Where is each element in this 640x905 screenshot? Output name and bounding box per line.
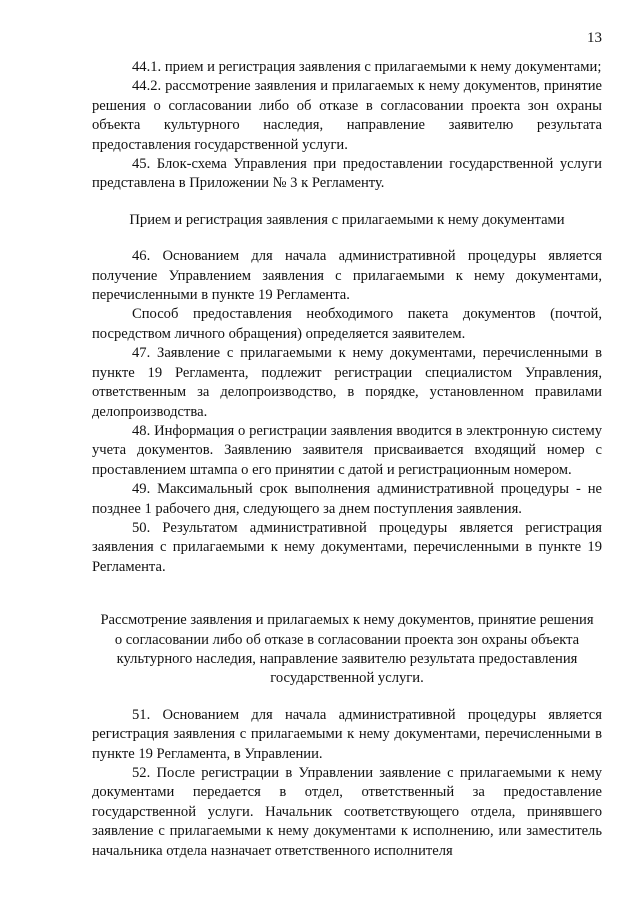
paragraph-50: 50. Результатом административной процедуры является регистрация заявления с прилагаемыми к нему документами, перечисленными в пункте 19 Регламента. [92, 519, 602, 575]
paragraph-49: 49. Максимальный срок выполнения административной процедуры - не позднее 1 рабочего дня, следующего за днем поступления заявления. [92, 481, 602, 517]
paragraph-44-1: 44.1. прием и регистрация заявления с прилагаемыми к нему документами; [132, 59, 602, 75]
paragraph-51: 51. Основанием для начала административной процедуры является регистрация заявления с прилагаемыми к нему документами, перечисленными в пункте 19 Регламента, в Управлении. [92, 706, 602, 762]
paragraph-44-2: 44.2. рассмотрение заявления и прилагаемых к нему документов, принятие решения о согласовании либо об отказе в согласовании проекта зон охраны объекта культурного наследия, направление заявителю результата предоставления государственной услуги. [92, 78, 602, 153]
paragraph-submission-method: Способ предоставления необходимого пакета документов (почтой, посредством личного обращения) определяется заявителем. [92, 306, 602, 342]
paragraph-45: 45. Блок-схема Управления при предоставлении государственной услуги представлена в Приложении № 3 к Регламенту. [92, 156, 602, 192]
paragraph-48: 48. Информация о регистрации заявления вводится в электронную систему учета документов. Заявлению заявителя присваивается входящий номер с проставлением штампа о его принятии с датой и регистрационным номером. [92, 422, 602, 478]
section-heading-reception: Прием и регистрация заявления с прилагаемыми к нему документами [129, 211, 565, 228]
paragraph-52: 52. После регистрации в Управлении заявление с прилагаемыми к нему документами передается в отдел, ответственный за предоставление государственной услуги. Начальник соответствующего отдела, принявшего заявление с прилагаемыми к нему документами к исполнению, или заместитель начальника отдела назначает ответственного исполнителя [92, 765, 602, 859]
document-body [92, 58, 602, 861]
paragraph-46: 46. Основанием для начала административной процедуры является получение Управлением заявления с прилагаемыми к нему документами, перечисленными в пункте 19 Регламента. [92, 248, 602, 304]
page-number: 13 [587, 30, 602, 46]
paragraph-47: 47. Заявление с прилагаемыми к нему документами, перечисленными в пункте 19 Регламента, подлежит регистрации специалистом Управления, ответственным за делопроизводство, в порядке, установленном правилами делопроизводства. [92, 345, 602, 420]
section-heading-review: Рассмотрение заявления и прилагаемых к нему документов, принятие решения о согласовании либо об отказе в согласовании проекта зон охраны объекта культурного наследия, направление заявителю результата предоставления государственной услуги. [100, 612, 594, 687]
